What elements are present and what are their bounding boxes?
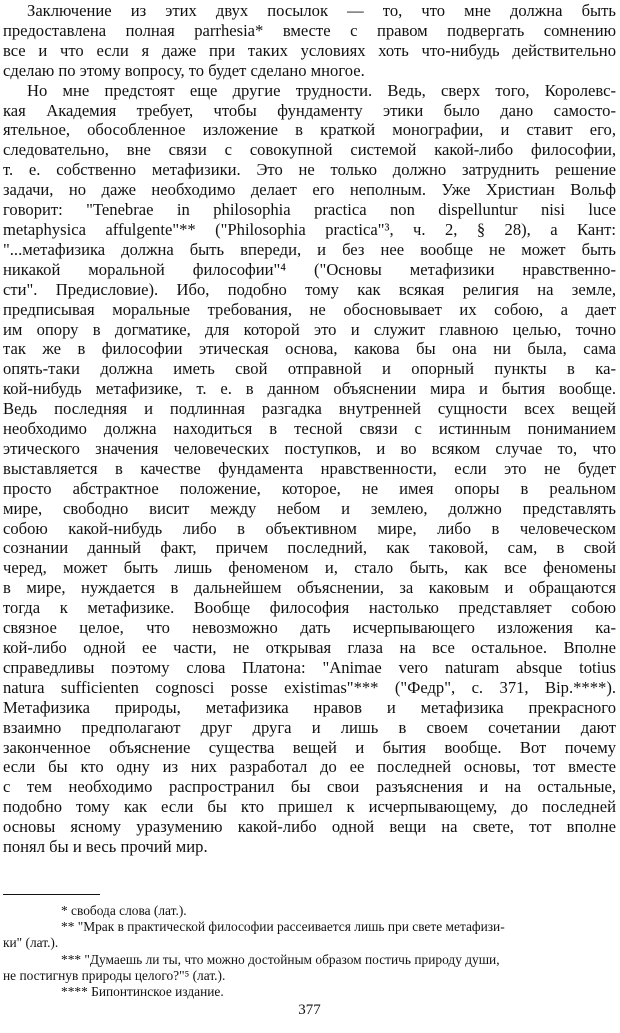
text-line: metaphysica affulgente"** ("Philosophia practica"³, ч. 2, § 28), а Кант: [3,219,616,239]
text-line: необходимо должна находиться в тесной связи с истинным пониманием [3,419,616,439]
text-line: выставляется в качестве фундамента нравственности, если это не будет [3,458,616,478]
text-line: задачи, но даже необходимо делает его неполным. Уже Христиан Вольф [3,180,616,200]
text-line: все и что если я даже при таких условиях хоть что-нибудь действительно [3,40,616,60]
text-line: Заключение из этих двух посылок — то, что мне должна быть [27,1,616,20]
text-line: если бы кто одну из них разработал до ее последней основы, тот вместе [3,757,616,777]
text-line: связное целое, что невозможно дать исчерпывающего изложения ка- [3,618,616,638]
main-text [3,0,616,857]
text-line: никакой моральной философии"⁴ ("Основы метафизики нравственно- [3,259,616,279]
text-line: тогда к метафизике. Вообще философия настолько представляет собою [3,598,616,618]
text-line: с тем необходимо распространил бы свои разъяснения и на остальные, [3,777,616,797]
text-line: кой-либо одной ее части, не открывая глаза на все остальное. Вполне [3,638,616,657]
text-line: "...метафизика должна быть впереди, и без нее вообще не может быть [3,239,616,259]
footnote-line: ** "Мрак в практической философии рассеивается лишь при свете метафизи- [61,919,505,935]
text-line: им опору в догматике, для которой это и служит главною целью, точно [3,319,616,339]
text-line: Но мне предстоят еще другие трудности. Ведь, сверх того, Королевс- [27,80,616,100]
text-line: говорит: "Tenebrae in philosophia practica non dispelluntur nisi luce [3,200,616,220]
text-line: Метафизика природы, метафизика нравов и метафизика прекрасного [3,697,616,717]
footnote-divider [3,894,100,895]
text-line: этического значения человеческих поступков, и во всяком случае то, что [3,438,616,458]
footnote-line: *** "Думаешь ли ты, что можно достойным образом постичь природу души, [61,951,500,967]
text-line: т. е. собственно метафизики. Это не только должно затруднить решение [3,160,616,180]
text-line: так же в философии этическая основа, какова бы она ни была, сама [3,339,616,359]
text-line: Ведь последняя и подлинная разгадка внутренней сущности всех вещей [3,399,616,419]
footnote-line: ки" (лат.). [3,935,59,951]
text-line: следовательно, вне связи с совокупной системой какой-либо философии, [3,140,616,160]
text-line: законченное объяснение существа вещей и бытия вообще. Вот почему [3,737,616,757]
text-line: основы ясному уразумению какой-либо одной вещи на свете, тот вполне [3,817,616,837]
footnote-line: не постигнув природы целого?"⁵ (лат.). [3,967,226,983]
text-line: подобно тому как если бы кто пришел к исчерпывающему, до последней [3,797,616,817]
text-line: собою какой-нибудь либо в объективном мире, либо в человеческом [3,518,616,538]
text-line: в мире, нуждается в дальнейшем объяснении, за каковым и обращаются [3,578,616,598]
text-line: просто абстрактное положение, которое, не имея опоры в реальном [3,478,616,498]
text-line: кой-нибудь метафизике, т. е. в данном объяснении мира и бытия вообще. [3,379,616,399]
text-line: мире, свободно висит между небом и землею, должно представлять [3,498,616,518]
page-number: 377 [298,1002,321,1018]
text-line: черед, может быть лишь феноменом и, стало быть, как все феномены [3,558,616,578]
footnote-line: * свобода слова (лат.). [61,903,187,918]
text-line: ятельное, обособленное изложение в краткой монографии, и ставит его, [3,120,616,140]
text-line: предоставлена полная parrhesia* вместе с правом подвергать сомнению [3,20,616,40]
text-line: сти". Предисловие). Ибо, подобно тому как всякая религия на земле, [3,279,616,299]
footnotes [3,903,616,1000]
book-page [3,0,616,1033]
text-line: взаимно предполагают друг друга и лишь в своем сочетании дают [3,717,616,737]
text-line: понял бы и весь прочий мир. [3,837,208,857]
text-line: сделаю по этому вопросу, то будет сделано многое. [3,60,365,80]
text-line: кая Академия требует, чтобы фундаменту этики было дано самосто- [3,100,616,120]
text-line: natura sufficienten cognosci posse existimas"*** ("Федр", с. 371, Bip.****). [3,677,616,697]
text-line: опять-таки должна иметь свой отправной и опорный пункты в ка- [3,359,616,379]
text-line: справедливы поэтому слова Платона: "Animae vero naturam absque totius [3,657,616,677]
footnote-line: **** Бипонтинское издание. [61,983,224,999]
text-line: сознании данный факт, причем последний, как таковой, сам, в свой [3,538,616,558]
text-line: предписывая моральные требования, не обосновывает их собою, а дает [3,299,616,319]
